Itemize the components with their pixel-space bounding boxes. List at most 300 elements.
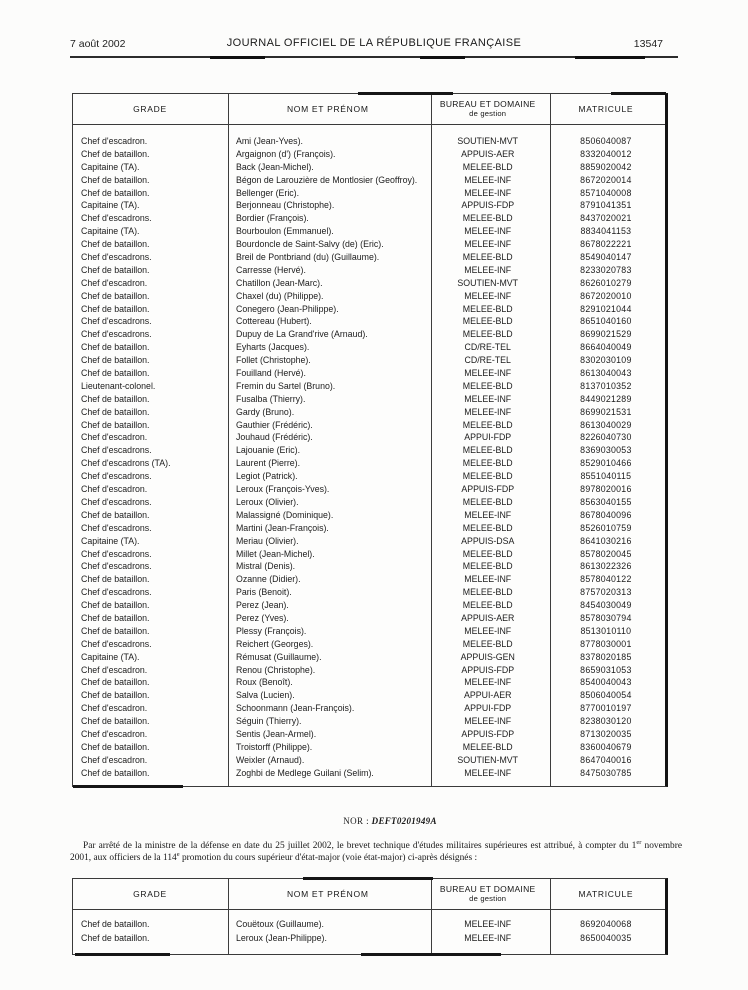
grade-cell: Lieutenant-colonel. — [81, 380, 156, 391]
matricule-cell: 8449021289 — [580, 393, 632, 404]
matricule-cell: 8549040147 — [580, 252, 632, 263]
matricule-cell: 8678022221 — [580, 239, 632, 250]
col-header-grade: GRADE — [133, 889, 167, 899]
table-row — [73, 199, 665, 212]
bureau-cell: MELEE-BLD — [462, 419, 513, 430]
bureau-cell: MELEE-BLD — [462, 303, 513, 314]
matricule-cell: 8659031053 — [580, 664, 632, 675]
table-row — [73, 187, 665, 200]
grade-cell: Chef d'escadron. — [81, 484, 148, 495]
table-row — [73, 754, 665, 767]
table-row — [73, 277, 665, 290]
bureau-cell: APPUIS-AER — [461, 612, 515, 623]
grade-cell: Chef d'escadron. — [81, 136, 148, 146]
matricule-cell: 8369030053 — [580, 445, 632, 456]
table-row — [73, 315, 665, 328]
name-cell: Ami (Jean-Yves). — [235, 136, 303, 146]
matricule-cell: 8578040122 — [580, 574, 632, 585]
table-row — [73, 238, 665, 251]
matricule-cell: 8563040155 — [580, 496, 632, 507]
matricule-cell: 8226040730 — [580, 432, 632, 443]
superscript: er — [636, 838, 642, 846]
name-cell: Plessy (François). — [235, 625, 307, 636]
bureau-cell: APPUI-FDP — [464, 432, 512, 443]
table-row — [73, 586, 665, 599]
col-header-nom: NOM ET PRÉNOM — [286, 104, 369, 114]
grade-cell: Capitaine (TA). — [81, 651, 140, 662]
name-cell: Argaignon (d') (François). — [235, 148, 336, 159]
matricule-cell: 8551040115 — [580, 471, 632, 482]
name-cell: Conegero (Jean-Philippe). — [235, 303, 339, 314]
bureau-cell: MELEE-BLD — [462, 548, 513, 559]
matricule-cell: 8529010466 — [580, 458, 632, 469]
bureau-cell: MELEE-INF — [464, 393, 512, 404]
grade-cell: Chef de bataillon. — [81, 187, 150, 198]
table-header-row — [73, 879, 665, 909]
table-row — [73, 535, 665, 548]
matricule-cell: 8360040679 — [580, 741, 632, 752]
name-cell: Troistorff (Philippe). — [235, 741, 313, 752]
name-cell: Millet (Jean-Michel). — [235, 548, 315, 559]
bureau-cell: APPUI-AER — [464, 690, 512, 701]
bureau-cell: MELEE-INF — [464, 368, 512, 379]
grade-cell: Chef de bataillon. — [81, 690, 150, 701]
officers-table — [72, 93, 668, 787]
col-header-matricule: MATRICULE — [578, 104, 634, 114]
bureau-cell: SOUTIEN-MVT — [457, 136, 519, 146]
grade-cell: Chef d'escadrons (TA). — [81, 458, 171, 469]
bureau-cell: MELEE-BLD — [462, 471, 513, 482]
matricule-cell: 8859020042 — [580, 161, 632, 172]
matricule-cell: 8978020016 — [580, 484, 632, 495]
matricule-cell: 8778030001 — [580, 638, 632, 649]
table-row — [73, 573, 665, 586]
matricule-cell: 8613040043 — [580, 368, 632, 379]
matricule-cell: 8641030216 — [580, 535, 632, 546]
name-cell: Carresse (Hervé). — [235, 264, 306, 275]
name-cell: Gardy (Bruno). — [235, 406, 295, 417]
grade-cell: Chef de bataillon. — [81, 239, 150, 250]
matricule-cell: 8713020035 — [580, 728, 632, 739]
matricule-cell: 8137010352 — [580, 380, 632, 391]
matricule-cell: 8578020045 — [580, 548, 632, 559]
grade-cell: Chef d'escadron. — [81, 277, 148, 288]
page-number: 13547 — [633, 38, 663, 50]
grade-cell: Chef de bataillon. — [81, 919, 150, 929]
grade-cell: Chef d'escadrons. — [81, 561, 152, 572]
grade-cell: Capitaine (TA). — [81, 535, 140, 546]
matricule-cell: 8699021529 — [580, 329, 632, 340]
table-row — [73, 380, 665, 393]
table-row — [73, 560, 665, 573]
bureau-cell: MELEE-INF — [464, 509, 512, 520]
matricule-cell: 8238030120 — [580, 716, 632, 727]
officers-table-2 — [72, 878, 668, 955]
table-row — [73, 406, 665, 419]
grade-cell: Chef de bataillon. — [81, 600, 150, 611]
scan-smudge — [420, 56, 465, 59]
bureau-cell: APPUIS-DSA — [461, 535, 515, 546]
col-header-bureau — [429, 879, 547, 909]
bureau-cell: MELEE-BLD — [462, 252, 513, 263]
name-cell: Leroux (François-Yves). — [235, 484, 330, 495]
grade-cell: Chef d'escadron. — [81, 754, 148, 765]
matricule-cell: 8526010759 — [580, 522, 632, 533]
grade-cell: Chef de bataillon. — [81, 174, 150, 185]
col-header-bureau-main: BUREAU ET DOMAINE — [439, 883, 536, 894]
bureau-cell: MELEE-BLD — [462, 445, 513, 456]
matricule-cell: 8647040016 — [580, 754, 632, 765]
grade-cell: Chef d'escadrons. — [81, 213, 152, 224]
grade-cell: Chef de bataillon. — [81, 716, 150, 727]
bureau-cell: APPUIS-FDP — [461, 728, 515, 739]
grade-cell: Chef d'escadrons. — [81, 471, 152, 482]
nor-reference — [92, 816, 688, 826]
name-cell: Perez (Yves). — [235, 612, 289, 623]
grade-cell: Chef d'escadrons. — [81, 252, 152, 263]
name-cell: Fremin du Sartel (Bruno). — [235, 380, 336, 391]
grade-cell: Chef d'escadrons. — [81, 329, 152, 340]
grade-cell: Chef d'escadrons. — [81, 548, 152, 559]
scan-smudge — [358, 92, 453, 95]
table-body — [73, 910, 665, 954]
name-cell: Legiot (Patrick). — [235, 471, 298, 482]
scan-smudge — [73, 785, 183, 788]
table-row — [73, 522, 665, 535]
bureau-cell: MELEE-BLD — [462, 587, 513, 598]
name-cell: Follet (Christophe). — [235, 355, 311, 366]
grade-cell: Chef d'escadron. — [81, 728, 148, 739]
table-row — [73, 767, 665, 780]
table-row — [73, 625, 665, 638]
col-header-bureau-main: BUREAU ET DOMAINE — [439, 98, 536, 109]
name-cell: Leroux (Jean-Philippe). — [235, 932, 327, 943]
table-row — [73, 444, 665, 457]
table-row — [73, 932, 665, 946]
col-header-bureau-sub: de gestion — [469, 108, 507, 118]
name-cell: Eyharts (Jacques). — [235, 342, 310, 353]
decree-paragraph — [70, 838, 682, 865]
journal-title: JOURNAL OFFICIEL DE LA RÉPUBLIQUE FRANÇAISE — [226, 37, 522, 49]
table-row — [73, 651, 665, 664]
bureau-cell: MELEE-BLD — [462, 638, 513, 649]
scan-smudge — [75, 953, 170, 956]
bureau-cell: SOUTIEN-MVT — [457, 277, 519, 288]
bureau-cell: APPUIS-AER — [461, 148, 515, 159]
grade-cell: Chef d'escadrons. — [81, 587, 152, 598]
name-cell: Reichert (Georges). — [235, 638, 314, 649]
name-cell: Back (Jean-Michel). — [235, 161, 314, 172]
name-cell: Roux (Benoît). — [235, 677, 293, 688]
grade-cell: Chef d'escadrons. — [81, 496, 152, 507]
name-cell: Schoonmann (Jean-François). — [235, 703, 355, 714]
matricule-cell: 8613040029 — [580, 419, 632, 430]
table-row — [73, 689, 665, 702]
bureau-cell: MELEE-INF — [464, 226, 512, 237]
matricule-cell: 8664040049 — [580, 342, 632, 353]
grade-cell: Chef de bataillon. — [81, 625, 150, 636]
matricule-cell: 8291021044 — [580, 303, 632, 314]
bureau-cell: MELEE-BLD — [462, 329, 513, 340]
matricule-cell: 8834041153 — [580, 226, 632, 237]
table-row — [73, 470, 665, 483]
name-cell: Lajouanie (Eric). — [235, 445, 301, 456]
grade-cell: Chef de bataillon. — [81, 509, 150, 520]
matricule-cell: 8437020021 — [580, 213, 632, 224]
table-row — [73, 212, 665, 225]
bureau-cell: MELEE-INF — [464, 574, 512, 585]
grade-cell: Chef de bataillon. — [81, 406, 150, 417]
grade-cell: Chef d'escadrons. — [81, 522, 152, 533]
bureau-cell: MELEE-INF — [464, 625, 512, 636]
grade-cell: Chef de bataillon. — [81, 368, 150, 379]
header-rule — [70, 56, 678, 58]
matricule-cell: 8613022326 — [580, 561, 632, 572]
bureau-cell: APPUIS-FDP — [461, 484, 515, 495]
scan-smudge — [611, 92, 666, 95]
matricule-cell: 8651040160 — [580, 316, 632, 327]
table-row — [73, 419, 665, 432]
col-header-bureau-sub: de gestion — [469, 893, 507, 903]
name-cell: Bellenger (Eric). — [235, 187, 300, 198]
nor-value: DEFT0201949A — [371, 816, 437, 826]
name-cell: Jouhaud (Frédéric). — [235, 432, 313, 443]
grade-cell: Chef d'escadron. — [81, 664, 148, 675]
name-cell: Sentis (Jean-Armel). — [235, 728, 317, 739]
matricule-cell: 8233020783 — [580, 264, 632, 275]
bureau-cell: MELEE-BLD — [462, 561, 513, 572]
name-cell: Martini (Jean-François). — [235, 522, 329, 533]
superscript: e — [176, 850, 180, 858]
grade-cell: Chef d'escadrons. — [81, 316, 152, 327]
name-cell: Bordier (François). — [235, 213, 309, 224]
bureau-cell: APPUIS-FDP — [461, 664, 515, 675]
bureau-cell: MELEE-BLD — [462, 600, 513, 611]
table-row — [73, 599, 665, 612]
bureau-cell: MELEE-BLD — [462, 213, 513, 224]
bureau-cell: MELEE-INF — [464, 174, 512, 185]
table-row — [73, 251, 665, 264]
paragraph-text: Par arrêté de la ministre de la défense en date du 25 juillet 2002, le brevet technique d'études militaires supérieures est attribué, à compter du 1 — [83, 841, 637, 851]
matricule-cell: 8378020185 — [580, 651, 632, 662]
table-row — [73, 341, 665, 354]
name-cell: Mistral (Denis). — [235, 561, 296, 572]
table-row — [73, 135, 665, 148]
matricule-cell: 8650040035 — [580, 932, 632, 943]
bureau-cell: MELEE-BLD — [462, 161, 513, 172]
bureau-cell: MELEE-INF — [464, 716, 512, 727]
bureau-cell: APPUIS-GEN — [460, 651, 515, 662]
name-cell: Chatillon (Jean-Marc). — [235, 277, 323, 288]
matricule-cell: 8770010197 — [580, 703, 632, 714]
table-row — [73, 148, 665, 161]
matricule-cell: 8571040008 — [580, 187, 632, 198]
bureau-cell: MELEE-INF — [464, 406, 512, 417]
matricule-cell: 8791041351 — [580, 200, 632, 211]
nor-label: NOR : — [343, 816, 369, 826]
grade-cell: Chef de bataillon. — [81, 932, 150, 943]
grade-cell: Chef de bataillon. — [81, 342, 150, 353]
table-row — [73, 548, 665, 561]
col-header-matricule: MATRICULE — [578, 889, 634, 899]
table-row — [73, 303, 665, 316]
name-cell: Salva (Lucien). — [235, 690, 295, 701]
table-row — [73, 161, 665, 174]
table-row — [73, 509, 665, 522]
table-row — [73, 918, 665, 932]
bureau-cell: CD/RE-TEL — [464, 342, 511, 353]
table-row — [73, 638, 665, 651]
bureau-cell: MELEE-BLD — [462, 741, 513, 752]
matricule-cell: 8578030794 — [580, 612, 632, 623]
paragraph-text: novembre 2001, aux officiers de la 114 — [70, 841, 682, 863]
matricule-cell: 8757020313 — [580, 587, 632, 598]
name-cell: Breil de Pontbriand (du) (Guillaume). — [235, 252, 380, 263]
grade-cell: Chef de bataillon. — [81, 264, 150, 275]
bureau-cell: APPUI-FDP — [464, 703, 512, 714]
matricule-cell: 8692040068 — [580, 919, 632, 929]
table-row — [73, 354, 665, 367]
scan-smudge — [575, 56, 645, 59]
grade-cell: Chef de bataillon. — [81, 612, 150, 623]
name-cell: Rémusat (Guillaume). — [235, 651, 322, 662]
name-cell: Meriau (Olivier). — [235, 535, 299, 546]
grade-cell: Chef de bataillon. — [81, 355, 150, 366]
grade-cell: Chef de bataillon. — [81, 767, 150, 778]
matricule-cell: 8302030109 — [580, 355, 632, 366]
name-cell: Zoghbi de Medlege Guilani (Selim). — [235, 767, 374, 778]
table-row — [73, 290, 665, 303]
table-row — [73, 664, 665, 677]
name-cell: Ozanne (Didier). — [235, 574, 301, 585]
name-cell: Bourboulon (Emmanuel). — [235, 226, 334, 237]
name-cell: Perez (Jean). — [235, 600, 289, 611]
grade-cell: Chef d'escadrons. — [81, 445, 152, 456]
bureau-cell: MELEE-BLD — [462, 458, 513, 469]
name-cell: Bégon de Larouzière de Montlosier (Geoffroy). — [235, 174, 418, 185]
bureau-cell: APPUIS-FDP — [461, 200, 515, 211]
bureau-cell: MELEE-BLD — [462, 522, 513, 533]
grade-cell: Chef d'escadron. — [81, 703, 148, 714]
table-row — [73, 612, 665, 625]
bureau-cell: MELEE-INF — [464, 767, 512, 778]
issue-date: 7 août 2002 — [70, 38, 126, 50]
grade-cell: Chef de bataillon. — [81, 677, 150, 688]
table-row — [73, 702, 665, 715]
name-cell: Fouilland (Hervé). — [235, 368, 306, 379]
table-row — [73, 496, 665, 509]
bureau-cell: CD/RE-TEL — [464, 355, 511, 366]
table-row — [73, 728, 665, 741]
table-row — [73, 174, 665, 187]
name-cell: Couëtoux (Guillaume). — [235, 919, 324, 929]
table-row — [73, 225, 665, 238]
table-row — [73, 328, 665, 341]
scan-smudge — [210, 56, 265, 59]
bureau-cell: MELEE-BLD — [462, 380, 513, 391]
table-row — [73, 676, 665, 689]
grade-cell: Chef de bataillon. — [81, 148, 150, 159]
bureau-cell: MELEE-INF — [464, 932, 512, 943]
bureau-cell: MELEE-INF — [464, 677, 512, 688]
matricule-cell: 8672020014 — [580, 174, 632, 185]
bureau-cell: MELEE-INF — [464, 290, 512, 301]
matricule-cell: 8540040043 — [580, 677, 632, 688]
name-cell: Leroux (Olivier). — [235, 496, 299, 507]
paragraph-text: promotion du cours supérieur d'état-major (voie état-major) ci-après désignés : — [179, 852, 478, 863]
table-row — [73, 457, 665, 470]
name-cell: Malassigné (Dominique). — [235, 509, 334, 520]
grade-cell: Capitaine (TA). — [81, 161, 140, 172]
name-cell: Bourdoncle de Saint-Salvy (de) (Eric). — [235, 239, 384, 250]
grade-cell: Chef de bataillon. — [81, 393, 150, 404]
name-cell: Chaxel (du) (Philippe). — [235, 290, 324, 301]
name-cell: Laurent (Pierre). — [235, 458, 301, 469]
table-row — [73, 715, 665, 728]
name-cell: Paris (Benoit). — [235, 587, 292, 598]
matricule-cell: 8475030785 — [580, 767, 632, 778]
grade-cell: Chef de bataillon. — [81, 303, 150, 314]
table-body — [73, 125, 665, 786]
matricule-cell: 8506040054 — [580, 690, 632, 701]
bureau-cell: MELEE-BLD — [462, 496, 513, 507]
table-row — [73, 431, 665, 444]
name-cell: Fusalba (Thierry). — [235, 393, 306, 404]
name-cell: Renou (Christophe). — [235, 664, 316, 675]
table-row — [73, 483, 665, 496]
bureau-cell: MELEE-INF — [464, 919, 512, 929]
name-cell: Gauthier (Frédéric). — [235, 419, 313, 430]
col-header-grade: GRADE — [133, 104, 167, 114]
name-cell: Weixler (Arnaud). — [235, 754, 305, 765]
bureau-cell: MELEE-INF — [464, 187, 512, 198]
bureau-cell: MELEE-INF — [464, 264, 512, 275]
matricule-cell: 8672020010 — [580, 290, 632, 301]
table-row — [73, 264, 665, 277]
grade-cell: Chef d'escadrons. — [81, 638, 152, 649]
col-header-nom: NOM ET PRÉNOM — [286, 889, 369, 899]
table-header-row — [73, 94, 665, 124]
scan-smudge — [303, 877, 433, 880]
grade-cell: Chef de bataillon. — [81, 574, 150, 585]
matricule-cell: 8699021531 — [580, 406, 632, 417]
bureau-cell: SOUTIEN-MVT — [457, 754, 519, 765]
matricule-cell: 8678040096 — [580, 509, 632, 520]
table-row — [73, 367, 665, 380]
name-cell: Cottereau (Hubert). — [235, 316, 312, 327]
col-header-bureau — [429, 94, 547, 124]
grade-cell: Chef de bataillon. — [81, 290, 150, 301]
matricule-cell: 8454030049 — [580, 600, 632, 611]
matricule-cell: 8513010110 — [580, 625, 632, 636]
matricule-cell: 8506040087 — [580, 136, 632, 146]
grade-cell: Capitaine (TA). — [81, 200, 140, 211]
name-cell: Séguin (Thierry). — [235, 716, 302, 727]
name-cell: Dupuy de La Grand'rive (Arnaud). — [235, 329, 368, 340]
grade-cell: Capitaine (TA). — [81, 226, 140, 237]
matricule-cell: 8332040012 — [580, 148, 632, 159]
grade-cell: Chef de bataillon. — [81, 741, 150, 752]
bureau-cell: MELEE-INF — [464, 239, 512, 250]
matricule-cell: 8626010279 — [580, 277, 632, 288]
table-row — [73, 393, 665, 406]
scan-smudge — [361, 953, 501, 956]
grade-cell: Chef d'escadron. — [81, 432, 148, 443]
bureau-cell: MELEE-BLD — [462, 316, 513, 327]
grade-cell: Chef de bataillon. — [81, 419, 150, 430]
name-cell: Berjonneau (Christophe). — [235, 200, 335, 211]
table-row — [73, 741, 665, 754]
